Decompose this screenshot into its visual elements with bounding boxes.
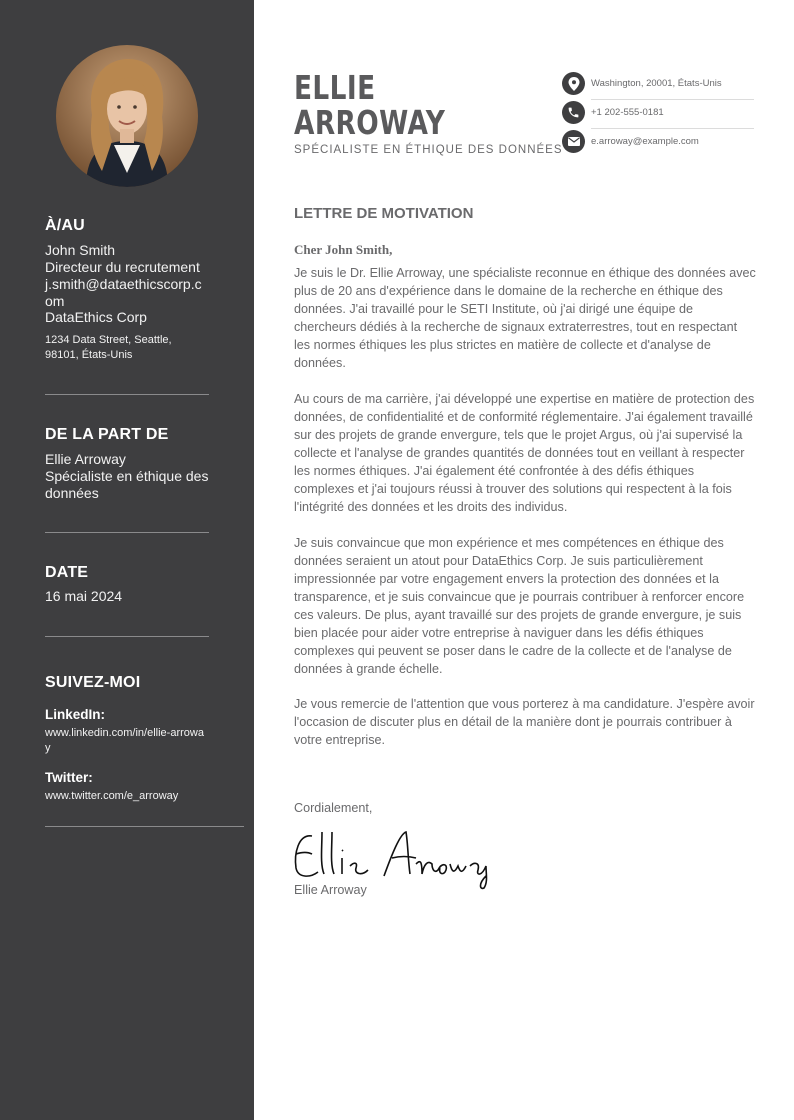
letter-paragraph: Je suis le Dr. Ellie Arroway, une spécialiste reconnue en éthique des données avec plus de 20 ans d'expérience dans le domaine de la recherche en éthique des données. J'ai travaillé pour le SETI Institute, où j'ai dirigé une équipe de chercheurs dédiés à la recherche de signaux extraterrestres, tout en respectant les normes éthiques les plus strictes en matière de collecte et d'analyse de données. bbox=[294, 266, 756, 370]
salutation: Cher John Smith, bbox=[294, 242, 393, 257]
twitter-label: Twitter: bbox=[45, 770, 93, 785]
recipient-email[interactable]: j.smith@dataethicscorp.com bbox=[45, 276, 202, 309]
recipient-name: John Smith bbox=[45, 242, 116, 258]
contact-email bbox=[562, 130, 754, 156]
email-text[interactable]: e.arroway@example.com bbox=[591, 136, 699, 147]
twitter-link[interactable]: www.twitter.com/e_arroway bbox=[45, 790, 179, 802]
letter-heading: LETTRE DE MOTIVATION bbox=[294, 205, 474, 222]
sidebar-divider bbox=[45, 826, 244, 827]
full-name bbox=[294, 70, 445, 140]
envelope-icon bbox=[562, 130, 585, 153]
to-heading: À/AU bbox=[45, 217, 85, 234]
letter-date: 16 mai 2024 bbox=[45, 588, 123, 604]
last-name: ARROWAY bbox=[294, 103, 446, 142]
recipient-address: 1234 Data Street, Seattle, 98101, États-Unis bbox=[45, 334, 172, 361]
address-text: Washington, 20001, États-Unis bbox=[591, 78, 722, 89]
sidebar bbox=[0, 0, 254, 1120]
job-title: SPÉCIALISTE EN ÉTHIQUE DES DONNÉES bbox=[294, 144, 563, 156]
letter-paragraph: Je suis convaincue que mon expérience et mes compétences en éthique des données seraient un atout pour DataEthics Corp. Je suis particulièrement impressionnée par votre engagement envers la protection des données et la transparence, et je suis convaincue que je pourrais contribuer à renforcer encore ces valeurs. De plus, ayant travaillé sur des projets de grande envergure, je suis bien placée pour aider votre entreprise à naviguer dans les défis éthiques complexes qui peuvent se poser dans le cadre de la collecte et de l'analyse de données à grande échelle. bbox=[294, 536, 745, 676]
contact-divider bbox=[591, 128, 754, 129]
letter-paragraph: Au cours de ma carrière, j'ai développé une expertise en matière de protection des données, de confidentialité et de conformité réglementaire. J'ai également travaillé sur des projets de grande envergure, tels que le projet Argus, où j'ai supervisé la collecte et l'analyse de grandes quantités de données tout en veillant à respecter les normes éthiques. J'ai également été confrontée à des défis éthiques complexes et j'ai toujours réussi à trouver des solutions qui respectent à la fois l'intégrité des données et les droits des individus. bbox=[294, 392, 755, 514]
contact-phone bbox=[562, 101, 754, 127]
sender-position: Spécialiste en éthique des données bbox=[45, 468, 209, 501]
contact-divider bbox=[591, 99, 754, 100]
letter-paragraph: Je vous remercie de l'attention que vous porterez à ma candidature. J'espère avoir l'occasion de discuter plus en détail de la manière dont je pourrais contribuer à votre entreprise. bbox=[294, 697, 755, 747]
sender-name: Ellie Arroway bbox=[45, 451, 126, 467]
phone-text[interactable]: +1 202-555-0181 bbox=[591, 107, 664, 118]
linkedin-label: LinkedIn: bbox=[45, 707, 105, 722]
location-pin-icon bbox=[562, 72, 585, 95]
contact-address bbox=[562, 72, 754, 98]
avatar bbox=[56, 45, 198, 187]
closing: Cordialement, bbox=[294, 801, 373, 815]
sidebar-divider bbox=[45, 394, 209, 395]
signed-name: Ellie Arroway bbox=[294, 883, 367, 897]
date-heading: DATE bbox=[45, 564, 89, 581]
first-name: ELLIE bbox=[294, 68, 376, 107]
linkedin-link[interactable]: www.linkedin.com/in/ellie-arroway bbox=[45, 727, 204, 754]
follow-heading: SUIVEZ-MOI bbox=[45, 674, 141, 691]
recipient-position: Directeur du recrutement bbox=[45, 259, 200, 275]
from-heading: DE LA PART DE bbox=[45, 426, 169, 443]
recipient-company: DataEthics Corp bbox=[45, 309, 147, 325]
sidebar-divider bbox=[45, 636, 209, 637]
sidebar-divider bbox=[45, 532, 209, 533]
phone-icon bbox=[562, 101, 585, 124]
